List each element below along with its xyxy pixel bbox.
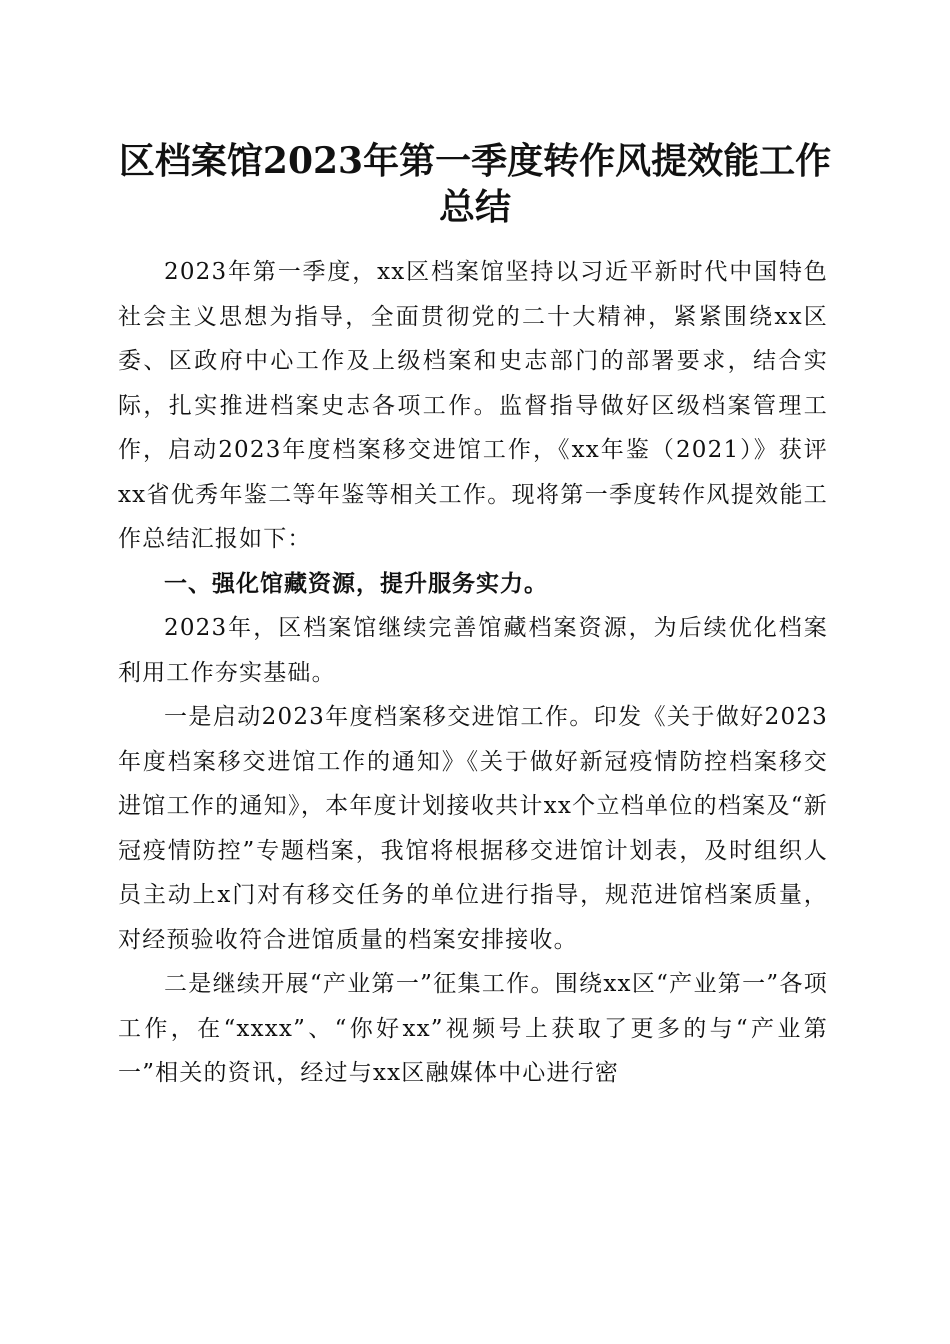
point-two-paragraph: 二是继续开展“产业第一”征集工作。围绕xx区“产业第一”各项工作，在“xxxx”、“你好xx”视频号上获取了更多的与“产业第一”相关的资讯，经过与xx区融媒体中心进行密 [118, 971, 828, 1086]
section-heading: 一、强化馆藏资源，提升服务实力。 [164, 570, 548, 597]
intro-paragraph: 2023年第一季度，xx区档案馆坚持以习近平新时代中国特色社会主义思想为指导，全面贯彻党的二十大精神，紧紧围绕xx区委、区政府中心工作及上级档案和史志部门的部署要求，结合实际，扎实推进档案史志各项工作。监督指导做好区级档案管理工作，启动2023年度档案移交进馆工作，《xx年鉴（2021）》获评xx省优秀年鉴二等年鉴等相关工作。现将第一季度转作风提效能工作总结汇报如下： [118, 259, 828, 552]
document-title: 区档案馆2023年第一季度转作风提效能工作总结 [118, 140, 832, 228]
point-one-paragraph: 一是启动2023年度档案移交进馆工作。印发《关于做好2023年度档案移交进馆工作的通知》《关于做好新冠疫情防控档案移交进馆工作的通知》，本年度计划接收共计xx个立档单位的档案及“新冠疫情防控”专题档案，我馆将根据移交进馆计划表，及时组织人员主动上x门对有移交任务的单位进行指导，规范进馆档案质量，对经预验收符合进馆质量的档案安排接收。 [118, 704, 828, 953]
document-body [118, 250, 828, 1096]
section-intro-paragraph: 2023年，区档案馆继续完善馆藏档案资源，为后续优化档案利用工作夯实基础。 [118, 615, 828, 686]
